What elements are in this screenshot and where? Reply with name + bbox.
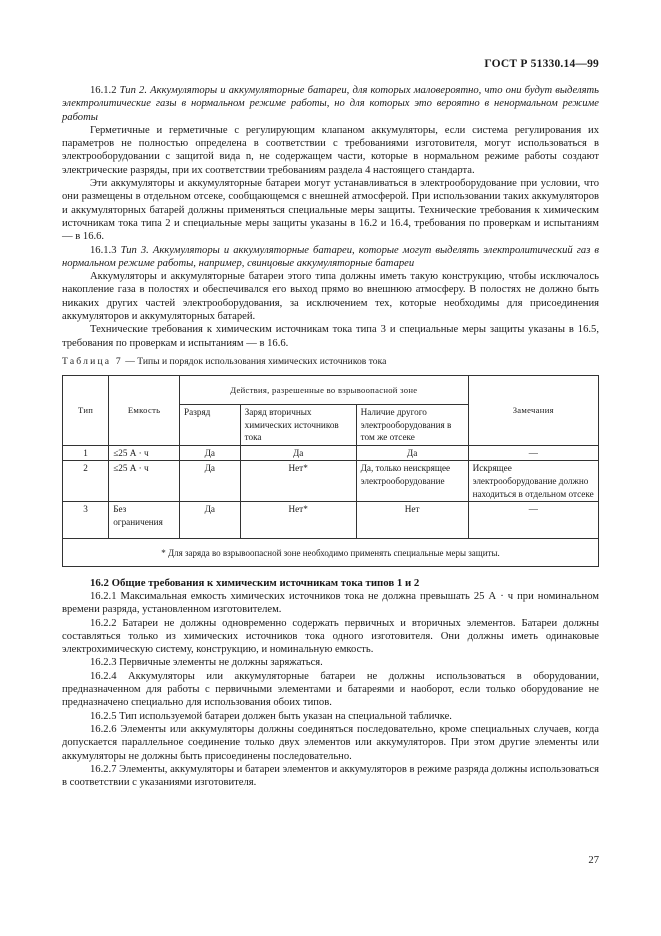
standard-header: ГОСТ Р 51330.14—99: [484, 58, 599, 70]
clause-16-2-3: 16.2.3 Первичные элементы не должны заряжаться.: [90, 657, 323, 669]
clause-16-1-2-title: 16.1.2 Тип 2. Аккумуляторы и аккумуляторные батареи, для которых маловероятно, что они будут выделять электролитические газы в нормальном режиме работы, но для которых это вероятно в ненормальном режиме работы: [62, 85, 599, 123]
clause-16-2-5: 16.2.5 Тип используемой батареи должен быть указан на специальной табличке.: [90, 710, 452, 722]
clause-16-1-3-title: 16.1.3 Тип 3. Аккумуляторы и аккумуляторные батареи, которые могут выделять электролитический газ в нормальном режиме работы, например, свинцовые аккумуляторные батареи: [62, 244, 599, 269]
table-caption: Таблица 7 — Типы и порядок использования химических источников тока: [62, 355, 387, 367]
table-row: 2 ≤25 А · ч Да Нет* Да, только неискрящее электрооборудование Искрящее электрооборудование должно находиться в отдельном отсеке: [63, 461, 599, 502]
clause-16-2-1: 16.2.1 Максимальная емкость химических источников тока не должна превышать 25 А · ч при номинальном времени разряда, установленном изготовителем.: [62, 590, 599, 616]
table-row: 3 Без ограничения Да Нет* Нет —: [63, 502, 599, 539]
header-charge: Заряд вторичных химических источников тока: [240, 404, 356, 445]
header-type: Тип: [63, 375, 109, 445]
header-capacity: Емкость: [109, 375, 180, 445]
header-discharge: Разряд: [180, 404, 241, 445]
clause-16-1-2-para-2: Эти аккумуляторы и аккумуляторные батареи могут устанавливаться в электрооборудование при условии, что они размещены в отдельном отсеке, сообщающемся с внешней атмосферой. При использовании таких аккумуляторов и аккумуляторных батарей должны применяться специальные меры защиты. Технические требования к химическим источникам тока типа 2 и специальные меры защиты указаны в 16.2 и 16.4, требования по проверкам и испытаниям — в 16.6.: [62, 178, 599, 243]
clause-16-1-3-para-1: Аккумуляторы и аккумуляторные батареи этого типа должны иметь такую конструкцию, чтобы исключалось накопление газа в полостях и обеспечивался его выход прямо во внешнюю атмосферу. В полостях не должно быть никаких других частей электрооборудования, за исключением тех, которые необходимы для присоединения аккумуляторов и аккумуляторных батарей.: [62, 271, 599, 323]
header-actions: Действия, разрешенные во взрывоопасной зоне: [180, 375, 469, 404]
battery-types-table: [62, 375, 599, 567]
clause-16-2-7: 16.2.7 Элементы, аккумуляторы и батареи элементов и аккумуляторов в режиме разряда должны использоваться в соответствии с указаниями изготовителя.: [62, 763, 599, 789]
document-page: [62, 58, 599, 789]
clause-16-1-2-para-1: Герметичные и герметичные с регулирующим клапаном аккумуляторы, если система регулирования их параметров не полностью определена в соответствии с требованиями изготовителя, могут использоваться в электрооборудовании с защитой вида n, не содержащем части, которые в нормальном режиме работы создают электрические разряды, при их соответствии требованиям раздела 4 настоящего стандарта.: [62, 124, 599, 176]
table-row: 1 ≤25 А · ч Да Да Да —: [63, 445, 599, 461]
section-16-2-heading: 16.2 Общие требования к химическим источникам тока типов 1 и 2: [90, 576, 420, 589]
header-notes: Замечания: [468, 375, 598, 445]
clause-16-2-4: 16.2.4 Аккумуляторы или аккумуляторные батареи не должны использоваться в оборудовании, предназначенном для работы с первичными элементами и батареями и наоборот, если только оборудование не предназначено специально для использования обоих типов.: [62, 670, 599, 709]
clause-16-1-3-para-2: Технические требования к химическим источникам тока типа 3 и специальные меры защиты указаны в 16.5, требования по проверкам и испытаниям — в 16.6.: [62, 324, 599, 349]
page-number: 27: [588, 855, 599, 866]
clause-16-2-2: 16.2.2 Батареи не должны одновременно содержать первичных и вторичных элементов. Батареи должны составляться только из химических источников тока одного изготовителя. Они должны иметь одинаковые электрохимическую систему, конструкцию, и номинальную емкость.: [62, 617, 599, 656]
clause-16-2-6: 16.2.6 Элементы или аккумуляторы должны соединяться последовательно, кроме специальных случаев, когда допускается параллельное соединение только двух элементов или аккумуляторов. При этом другие элементы или аккумуляторы не должны быть присоединены последовательно.: [62, 723, 599, 762]
table-footnote: * Для заряда во взрывоопасной зоне необходимо применять специальные меры защиты.: [63, 539, 599, 567]
header-presence: Наличие другого электрооборудования в том же отсеке: [356, 404, 468, 445]
